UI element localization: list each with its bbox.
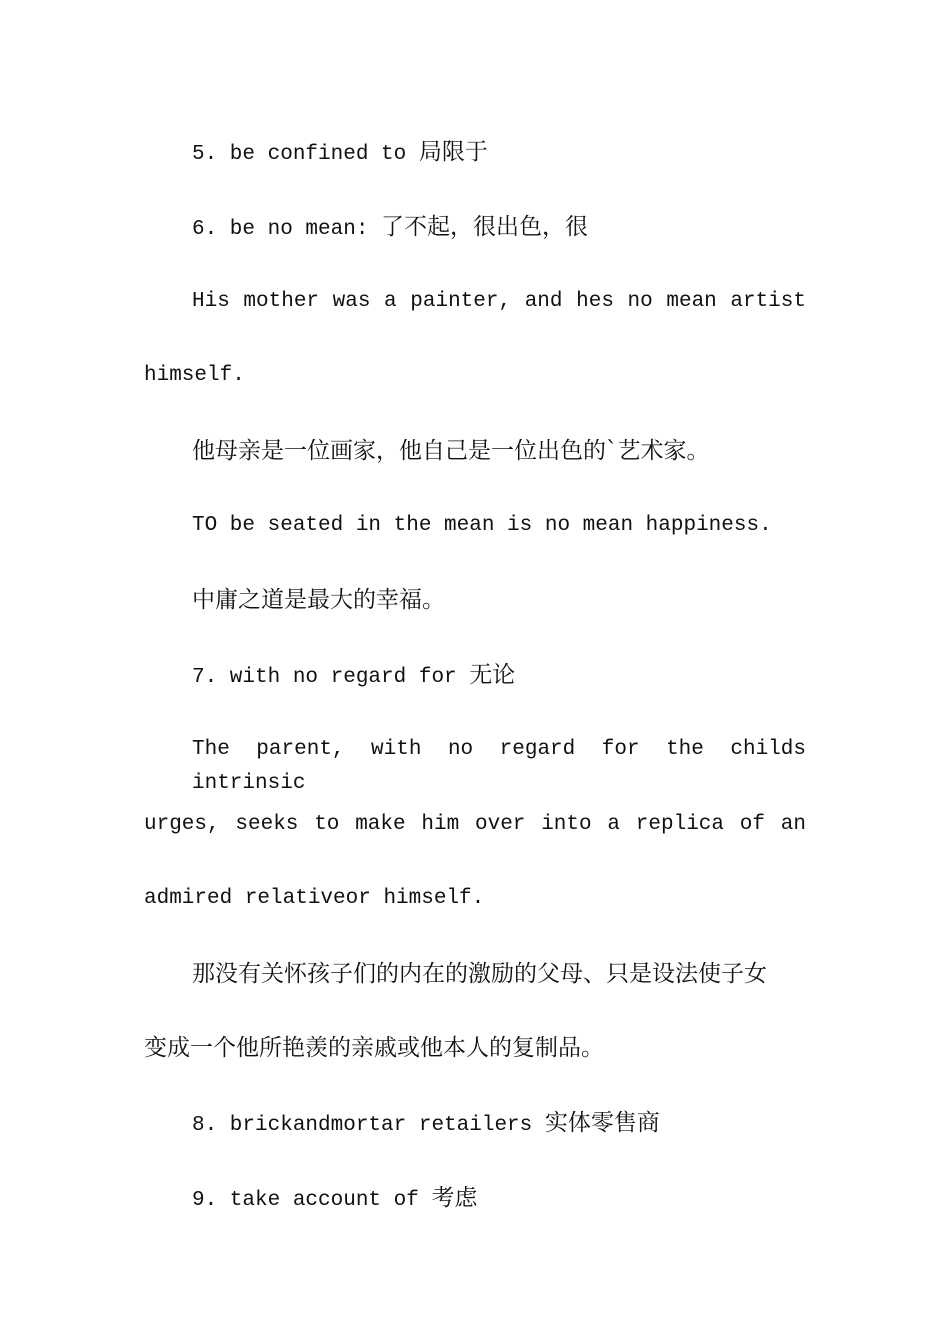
item-5-term: 5. be confined to [192,143,419,166]
item-5-line [144,135,806,169]
item-5-translation: 局限于 [418,139,488,165]
item-6-term: 6. be no mean: [192,218,382,241]
item-9-translation: 考虑 [431,1185,478,1211]
item-6-line [144,210,806,244]
item-7-line [144,658,806,692]
example-7-en-line-2: urges, seeks to make him over into a replica of an [144,813,806,836]
item-8-translation: 实体零售商 [544,1110,660,1136]
example-6b-zh: 中庸之道是最大的幸福。 [192,587,445,613]
item-6-translation: 了不起，很出色，很 [381,214,589,240]
example-7-zh-line-1: 那没有关怀孩子们的内在的激励的父母、只是设法使子女 [192,961,767,987]
example-6a-en-line-2: himself. [144,364,245,387]
example-6b-en: TO be seated in the mean is no mean happiness. [192,514,772,537]
example-7-en-line-3: admired relativeor himself. [144,887,485,910]
item-8-line [144,1106,806,1140]
example-7-zh-line-2: 变成一个他所艳羡的亲戚或他本人的复制品。 [144,1035,604,1061]
example-6a-en-line-1: His mother was a painter, and hes no mean artist [192,290,806,313]
item-7-translation: 无论 [469,662,516,688]
example-6a-zh: 他母亲是一位画家，他自己是一位出色的`艺术家。 [192,438,710,464]
example-7-en-line-1: The parent, with no regard for the childs intrinsic [192,738,806,795]
item-9-line [144,1181,806,1215]
item-8-term: 8. brickandmortar retailers [192,1114,545,1137]
item-9-term: 9. take account of [192,1189,432,1212]
item-7-term: 7. with no regard for [192,666,470,689]
